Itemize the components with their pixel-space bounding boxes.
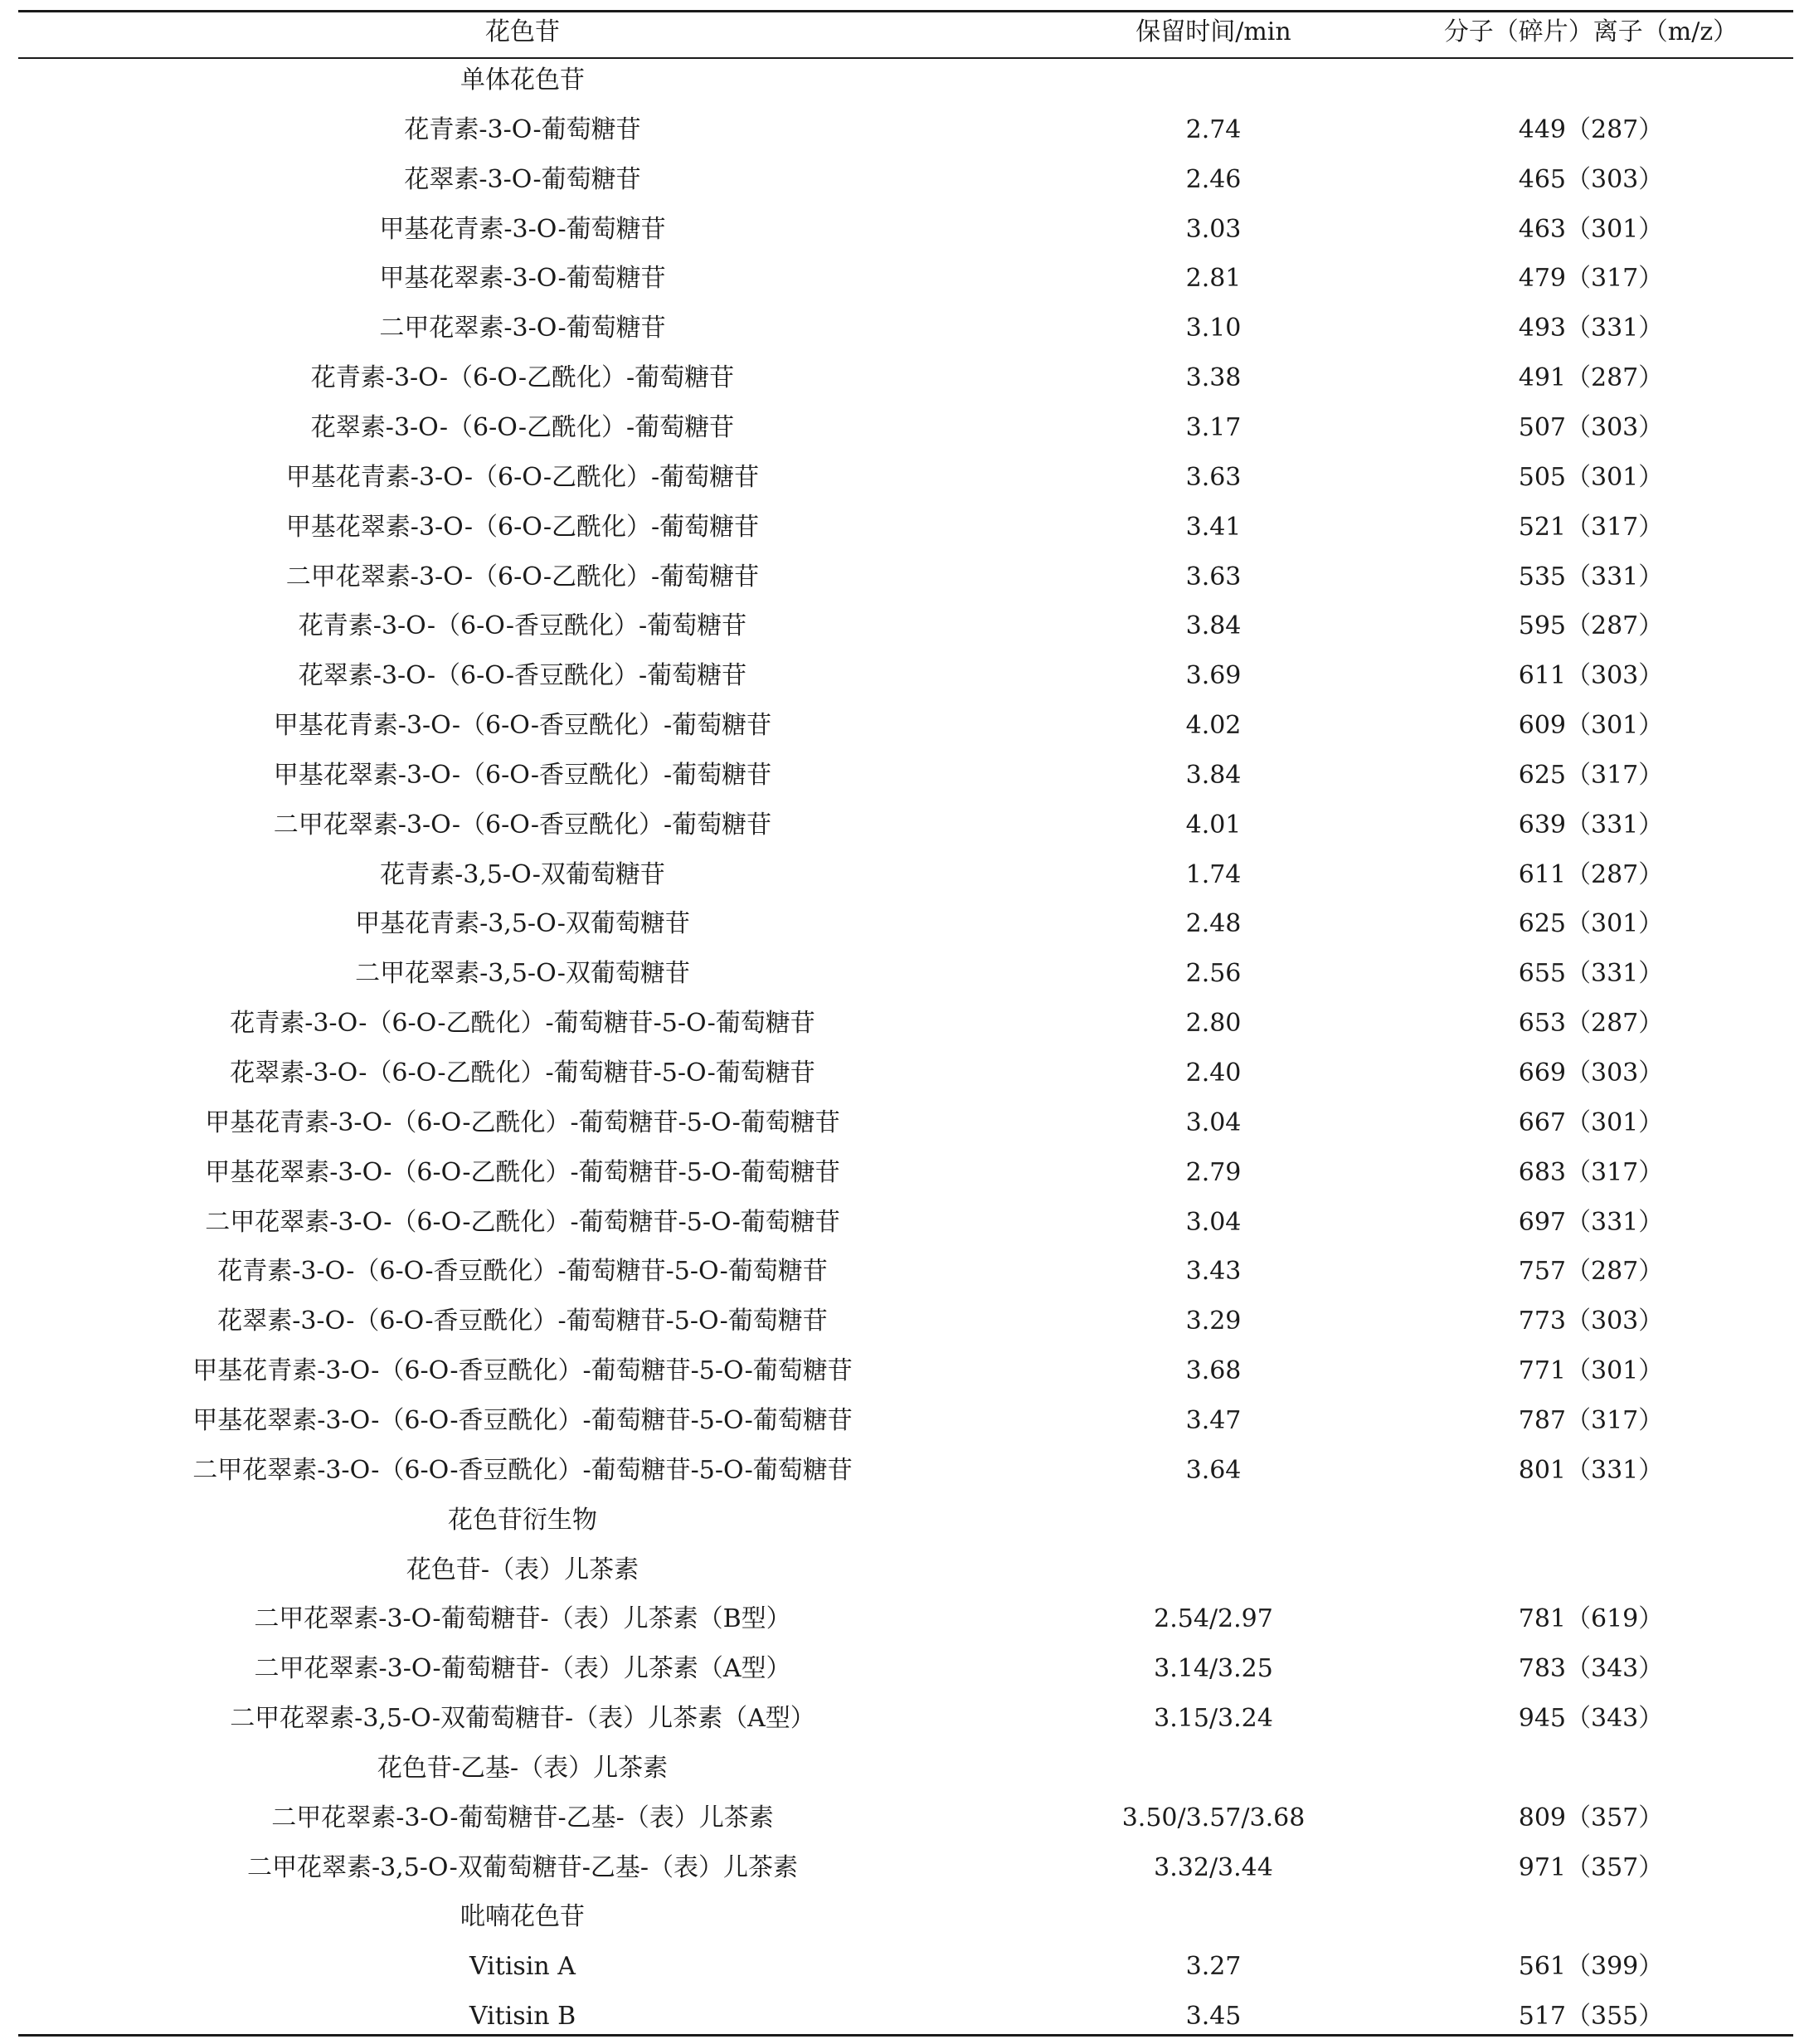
compound-name-cell: 甲基花翠素-3-O-（6-O-乙酰化）-葡萄糖苷 xyxy=(285,513,760,542)
ion-mz-cell: 595（287） xyxy=(1518,611,1664,640)
retention-time-cell: 3.63 xyxy=(1185,562,1242,591)
retention-time-cell: 4.02 xyxy=(1185,711,1242,740)
ion-mz-cell: 521（317） xyxy=(1518,513,1664,542)
retention-time-cell: 3.68 xyxy=(1185,1356,1242,1385)
compound-name-cell: 二甲花翠素-3-O-葡萄糖苷 xyxy=(379,314,666,343)
retention-time-cell: 2.80 xyxy=(1185,1009,1242,1038)
retention-time-cell: 2.48 xyxy=(1185,909,1242,938)
retention-time-cell: 3.17 xyxy=(1185,413,1242,442)
retention-time-cell: 3.29 xyxy=(1185,1307,1242,1336)
compound-name-cell: 二甲花翠素-3-O-（6-O-乙酰化）-葡萄糖苷 xyxy=(285,562,760,591)
compound-name-cell: 二甲花翠素-3,5-O-双葡萄糖苷-乙基-（表）儿茶素 xyxy=(246,1853,799,1882)
compound-name-cell: 甲基花青素-3-O-（6-O-香豆酰化）-葡萄糖苷-5-O-葡萄糖苷 xyxy=(192,1356,853,1385)
header-ion-mz: 分子（碎片）离子（m/z） xyxy=(1443,17,1738,46)
retention-time-cell: 2.54/2.97 xyxy=(1154,1604,1273,1633)
retention-time-cell: 3.47 xyxy=(1185,1406,1242,1435)
retention-time-cell: 3.14/3.25 xyxy=(1154,1654,1273,1683)
ion-mz-cell: 971（357） xyxy=(1518,1853,1664,1882)
retention-time-cell: 3.32/3.44 xyxy=(1154,1853,1273,1882)
retention-time-cell: 3.27 xyxy=(1185,1952,1242,1981)
compound-name-cell: 二甲花翠素-3-O-葡萄糖苷-（表）儿茶素（B型） xyxy=(254,1604,791,1633)
ion-mz-cell: 493（331） xyxy=(1518,314,1664,343)
ion-mz-cell: 683（317） xyxy=(1518,1158,1664,1187)
compound-name-cell: 花青素-3,5-O-双葡萄糖苷 xyxy=(380,860,665,889)
ion-mz-cell: 611（287） xyxy=(1518,860,1664,889)
ion-mz-cell: 945（343） xyxy=(1518,1704,1664,1733)
ion-mz-cell: 625（317） xyxy=(1518,761,1664,790)
retention-time-cell: 3.84 xyxy=(1185,761,1242,790)
compound-name-cell: 甲基花翠素-3-O-葡萄糖苷 xyxy=(379,264,666,293)
ion-mz-cell: 667（301） xyxy=(1518,1108,1664,1137)
ion-mz-cell: 773（303） xyxy=(1518,1307,1664,1336)
compound-name-cell: 甲基花翠素-3-O-（6-O-香豆酰化）-葡萄糖苷-5-O-葡萄糖苷 xyxy=(192,1406,853,1435)
group-label-cell: 花色苷-乙基-（表）儿茶素 xyxy=(377,1754,669,1783)
header-anthocyanin: 花色苷 xyxy=(485,17,560,46)
compound-name-cell: Vitisin A xyxy=(469,1952,576,1981)
retention-time-cell: 2.40 xyxy=(1185,1058,1242,1088)
compound-name-cell: 甲基花青素-3-O-（6-O-乙酰化）-葡萄糖苷 xyxy=(285,463,760,492)
compound-name-cell: 花翠素-3-O-（6-O-乙酰化）-葡萄糖苷-5-O-葡萄糖苷 xyxy=(230,1058,815,1088)
compound-name-cell: 甲基花青素-3,5-O-双葡萄糖苷 xyxy=(355,909,690,938)
ion-mz-cell: 801（331） xyxy=(1518,1456,1664,1485)
ion-mz-cell: 655（331） xyxy=(1518,959,1664,988)
compound-name-cell: 二甲花翠素-3,5-O-双葡萄糖苷-（表）儿茶素（A型） xyxy=(230,1704,815,1733)
compound-name-cell: 二甲花翠素-3-O-葡萄糖苷-乙基-（表）儿茶素 xyxy=(271,1803,774,1832)
compound-name-cell: 二甲花翠素-3-O-葡萄糖苷-（表）儿茶素（A型） xyxy=(254,1654,791,1683)
ion-mz-cell: 479（317） xyxy=(1518,264,1664,293)
compound-name-cell: 花翠素-3-O-葡萄糖苷 xyxy=(404,165,641,194)
retention-time-cell: 1.74 xyxy=(1185,860,1242,889)
retention-time-cell: 2.74 xyxy=(1185,115,1242,144)
ion-mz-cell: 697（331） xyxy=(1518,1208,1664,1237)
retention-time-cell: 3.04 xyxy=(1185,1208,1242,1237)
ion-mz-cell: 787（317） xyxy=(1518,1406,1664,1435)
group-label-cell: 吡喃花色苷 xyxy=(460,1902,585,1931)
group-label-cell: 单体花色苷 xyxy=(460,66,585,95)
compound-name-cell: 花青素-3-O-（6-O-乙酰化）-葡萄糖苷 xyxy=(310,363,735,392)
ion-mz-cell: 625（301） xyxy=(1518,909,1664,938)
ion-mz-cell: 809（357） xyxy=(1518,1803,1664,1832)
compound-name-cell: 花青素-3-O-（6-O-香豆酰化）-葡萄糖苷-5-O-葡萄糖苷 xyxy=(217,1257,828,1286)
ion-mz-cell: 609（301） xyxy=(1518,711,1664,740)
retention-time-cell: 2.79 xyxy=(1185,1158,1242,1187)
retention-time-cell: 3.03 xyxy=(1185,215,1242,244)
ion-mz-cell: 669（303） xyxy=(1518,1058,1664,1088)
compound-name-cell: 甲基花青素-3-O-（6-O-香豆酰化）-葡萄糖苷 xyxy=(273,711,772,740)
retention-time-cell: 2.46 xyxy=(1185,165,1242,194)
compound-name-cell: 二甲花翠素-3,5-O-双葡萄糖苷 xyxy=(355,959,690,988)
ion-mz-cell: 449（287） xyxy=(1518,115,1664,144)
table-bottom-rule xyxy=(18,2034,1793,2037)
compound-name-cell: Vitisin B xyxy=(469,2002,576,2031)
retention-time-cell: 3.43 xyxy=(1185,1257,1242,1286)
retention-time-cell: 3.15/3.24 xyxy=(1154,1704,1273,1733)
ion-mz-cell: 771（301） xyxy=(1518,1356,1664,1385)
retention-time-cell: 3.41 xyxy=(1185,513,1242,542)
compound-name-cell: 花青素-3-O-葡萄糖苷 xyxy=(404,115,641,144)
ion-mz-cell: 505（301） xyxy=(1518,463,1664,492)
header-retention-time: 保留时间/min xyxy=(1135,17,1291,46)
retention-time-cell: 3.69 xyxy=(1185,661,1242,690)
compound-name-cell: 花翠素-3-O-（6-O-香豆酰化）-葡萄糖苷 xyxy=(298,661,747,690)
retention-time-cell: 3.64 xyxy=(1185,1456,1242,1485)
compound-name-cell: 花翠素-3-O-（6-O-香豆酰化）-葡萄糖苷-5-O-葡萄糖苷 xyxy=(217,1307,828,1336)
retention-time-cell: 2.81 xyxy=(1185,264,1242,293)
ion-mz-cell: 517（355） xyxy=(1518,2002,1664,2031)
compound-name-cell: 甲基花翠素-3-O-（6-O-香豆酰化）-葡萄糖苷 xyxy=(273,761,772,790)
retention-time-cell: 3.50/3.57/3.68 xyxy=(1121,1803,1306,1832)
compound-name-cell: 二甲花翠素-3-O-（6-O-乙酰化）-葡萄糖苷-5-O-葡萄糖苷 xyxy=(205,1208,840,1237)
compound-name-cell: 花青素-3-O-（6-O-香豆酰化）-葡萄糖苷 xyxy=(298,611,747,640)
ion-mz-cell: 463（301） xyxy=(1518,215,1664,244)
ion-mz-cell: 757（287） xyxy=(1518,1257,1664,1286)
ion-mz-cell: 653（287） xyxy=(1518,1009,1664,1038)
ion-mz-cell: 561（399） xyxy=(1518,1952,1664,1981)
group-label-cell: 花色苷-（表）儿茶素 xyxy=(406,1555,639,1584)
retention-time-cell: 3.63 xyxy=(1185,463,1242,492)
ion-mz-cell: 535（331） xyxy=(1518,562,1664,591)
ion-mz-cell: 507（303） xyxy=(1518,413,1664,442)
retention-time-cell: 3.45 xyxy=(1185,2002,1242,2031)
compound-name-cell: 花青素-3-O-（6-O-乙酰化）-葡萄糖苷-5-O-葡萄糖苷 xyxy=(230,1009,815,1038)
compound-name-cell: 花翠素-3-O-（6-O-乙酰化）-葡萄糖苷 xyxy=(310,413,735,442)
ion-mz-cell: 465（303） xyxy=(1518,165,1664,194)
retention-time-cell: 2.56 xyxy=(1185,959,1242,988)
compound-name-cell: 二甲花翠素-3-O-（6-O-香豆酰化）-葡萄糖苷 xyxy=(273,810,772,840)
retention-time-cell: 3.04 xyxy=(1185,1108,1242,1137)
ion-mz-cell: 781（619） xyxy=(1518,1604,1664,1633)
ion-mz-cell: 491（287） xyxy=(1518,363,1664,392)
compound-name-cell: 甲基花青素-3-O-葡萄糖苷 xyxy=(379,215,666,244)
ion-mz-cell: 783（343） xyxy=(1518,1654,1664,1683)
group-label-cell: 花色苷衍生物 xyxy=(448,1506,597,1535)
compound-name-cell: 甲基花青素-3-O-（6-O-乙酰化）-葡萄糖苷-5-O-葡萄糖苷 xyxy=(205,1108,840,1137)
retention-time-cell: 4.01 xyxy=(1185,810,1242,840)
retention-time-cell: 3.38 xyxy=(1185,363,1242,392)
retention-time-cell: 3.84 xyxy=(1185,611,1242,640)
ion-mz-cell: 639（331） xyxy=(1518,810,1664,840)
ion-mz-cell: 611（303） xyxy=(1518,661,1664,690)
retention-time-cell: 3.10 xyxy=(1185,314,1242,343)
compound-name-cell: 甲基花翠素-3-O-（6-O-乙酰化）-葡萄糖苷-5-O-葡萄糖苷 xyxy=(205,1158,840,1187)
compound-name-cell: 二甲花翠素-3-O-（6-O-香豆酰化）-葡萄糖苷-5-O-葡萄糖苷 xyxy=(192,1456,853,1485)
